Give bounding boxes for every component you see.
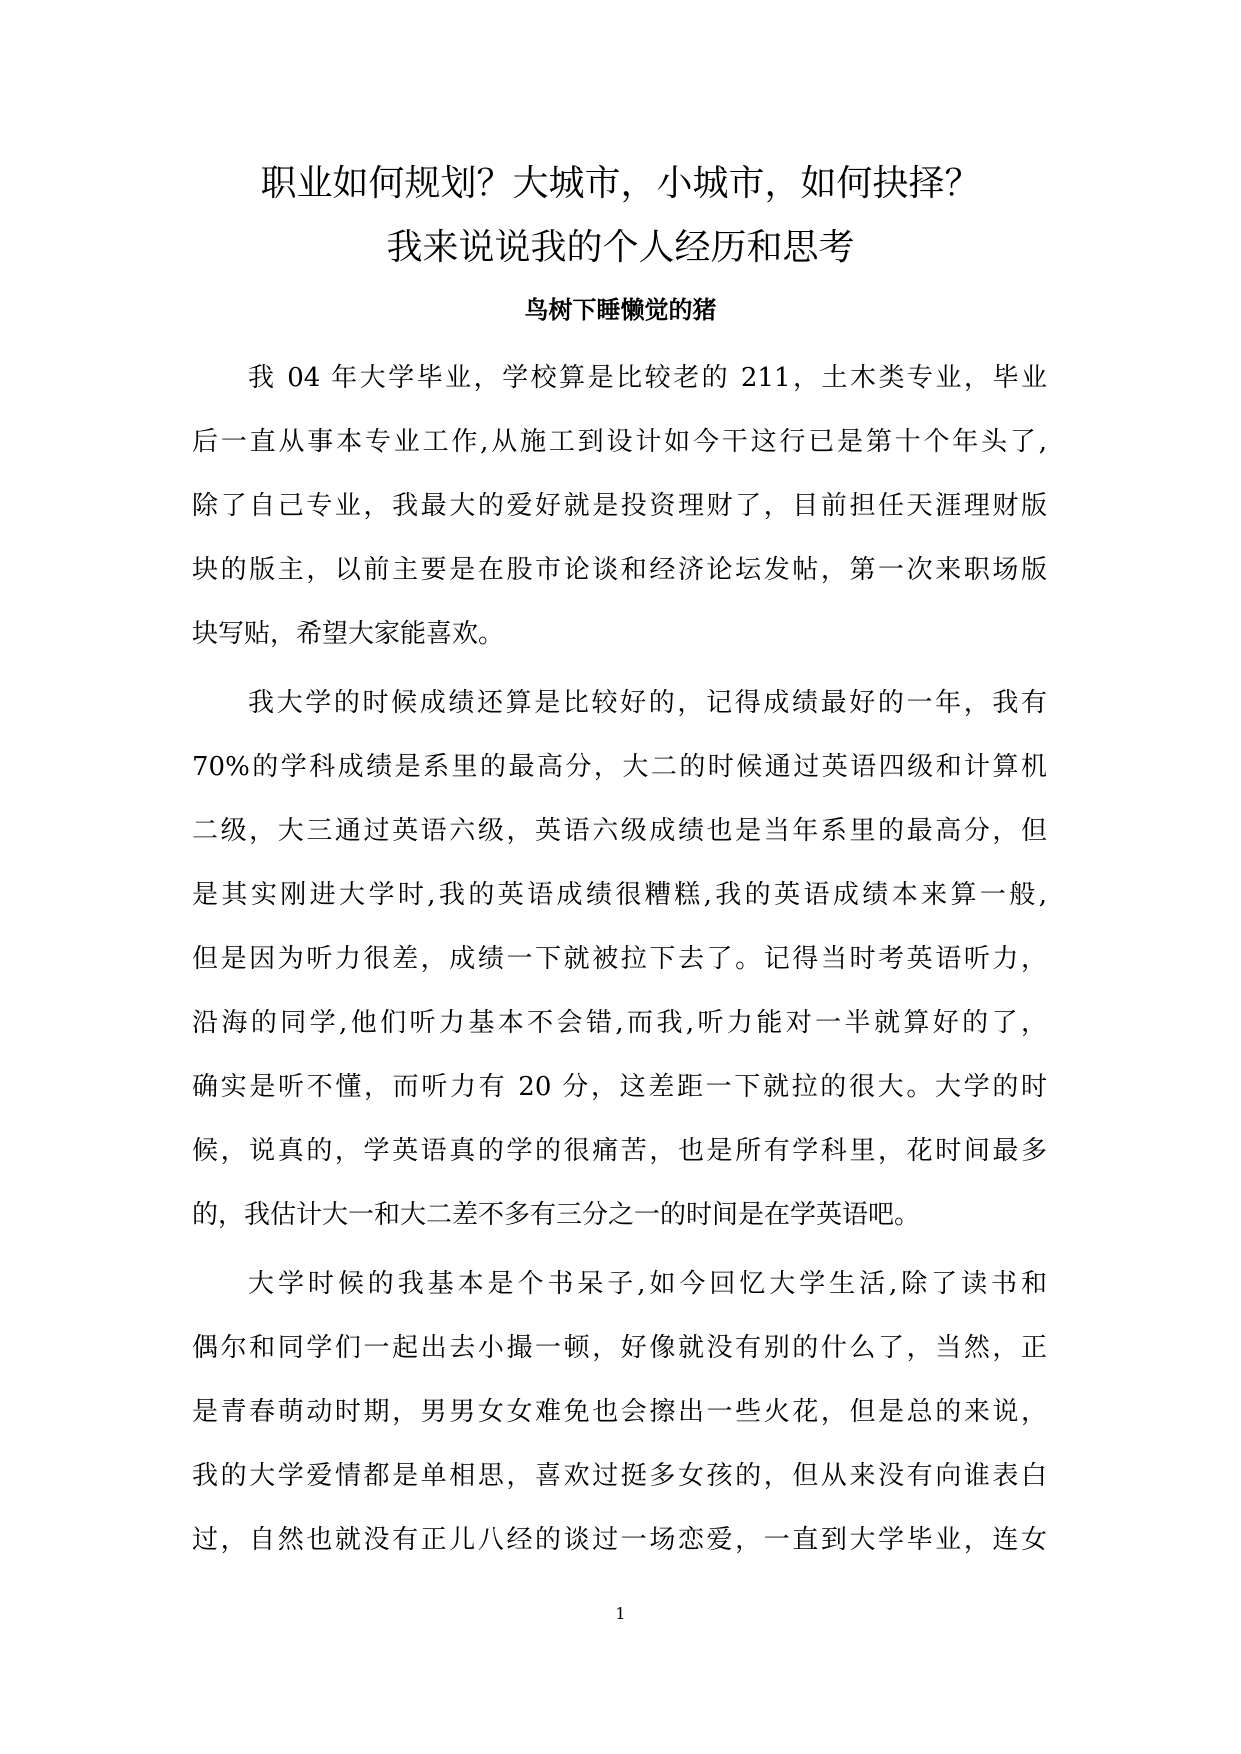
- paragraph-2-line-6: 沿海的同学,他们听力基本不会错,而我,听力能对一半就算好的了，: [192, 1008, 1047, 1038]
- paragraph-2-line-5: 但是因为听力很差，成绩一下就被拉下去了。记得当时考英语听力，: [192, 944, 1047, 974]
- paragraph-1-line-3: 除了自己专业，我最大的爱好就是投资理财了，目前担任天涯理财版: [192, 491, 1047, 521]
- paragraph-2-line-1: 我大学的时候成绩还算是比较好的，记得成绩最好的一年，我有: [248, 688, 1047, 718]
- paragraph-2-line-9: 的，我估计大一和大二差不多有三分之一的时间是在学英语吧。: [192, 1200, 921, 1230]
- paragraph-1-line-2: 后一直从事本专业工作,从施工到设计如今干这行已是第十个年头了,: [192, 427, 1047, 457]
- paragraph-2-line-3: 二级，大三通过英语六级，英语六级成绩也是当年系里的最高分，但: [192, 816, 1047, 846]
- paragraph-2-line-7: 确实是听不懂，而听力有 20 分，这差距一下就拉的很大。大学的时: [192, 1072, 1047, 1102]
- paragraph-1-line-1: 我 04 年大学毕业，学校算是比较老的 211，土木类专业，毕业: [248, 363, 1047, 393]
- paragraph-2-line-4: 是其实刚进大学时,我的英语成绩很糟糕,我的英语成绩本来算一般,: [192, 880, 1047, 910]
- paragraph-2-line-2: 70%的学科成绩是系里的最高分，大二的时候通过英语四级和计算机: [192, 752, 1047, 782]
- paragraph-2-line-8: 候，说真的，学英语真的学的很痛苦，也是所有学科里，花时间最多: [192, 1136, 1047, 1166]
- paragraph-3-line-4: 我的大学爱情都是单相思，喜欢过挺多女孩的，但从来没有向谁表白: [192, 1461, 1047, 1491]
- document-title-line-1: 职业如何规划？大城市，小城市，如何抉择？: [260, 163, 981, 204]
- author-name: 鸟树下睡懒觉的猪: [524, 296, 717, 324]
- paragraph-3-line-3: 是青春萌动时期，男男女女难免也会擦出一些火花，但是总的来说，: [192, 1397, 1047, 1427]
- paragraph-3-line-5: 过，自然也就没有正儿八经的谈过一场恋爱，一直到大学毕业，连女: [192, 1525, 1047, 1555]
- document-title-line-2: 我来说说我的个人经历和思考: [386, 227, 855, 268]
- paragraph-1-line-4: 块的版主，以前主要是在股市论谈和经济论坛发帖，第一次来职场版: [192, 555, 1047, 585]
- page-number: 1: [615, 1604, 626, 1623]
- paragraph-1-line-5: 块写贴，希望大家能喜欢。: [192, 619, 505, 649]
- paragraph-3-line-2: 偶尔和同学们一起出去小撮一顿，好像就没有别的什么了，当然，正: [192, 1333, 1047, 1363]
- paragraph-3-line-1: 大学时候的我基本是个书呆子,如今回忆大学生活,除了读书和: [248, 1269, 1047, 1299]
